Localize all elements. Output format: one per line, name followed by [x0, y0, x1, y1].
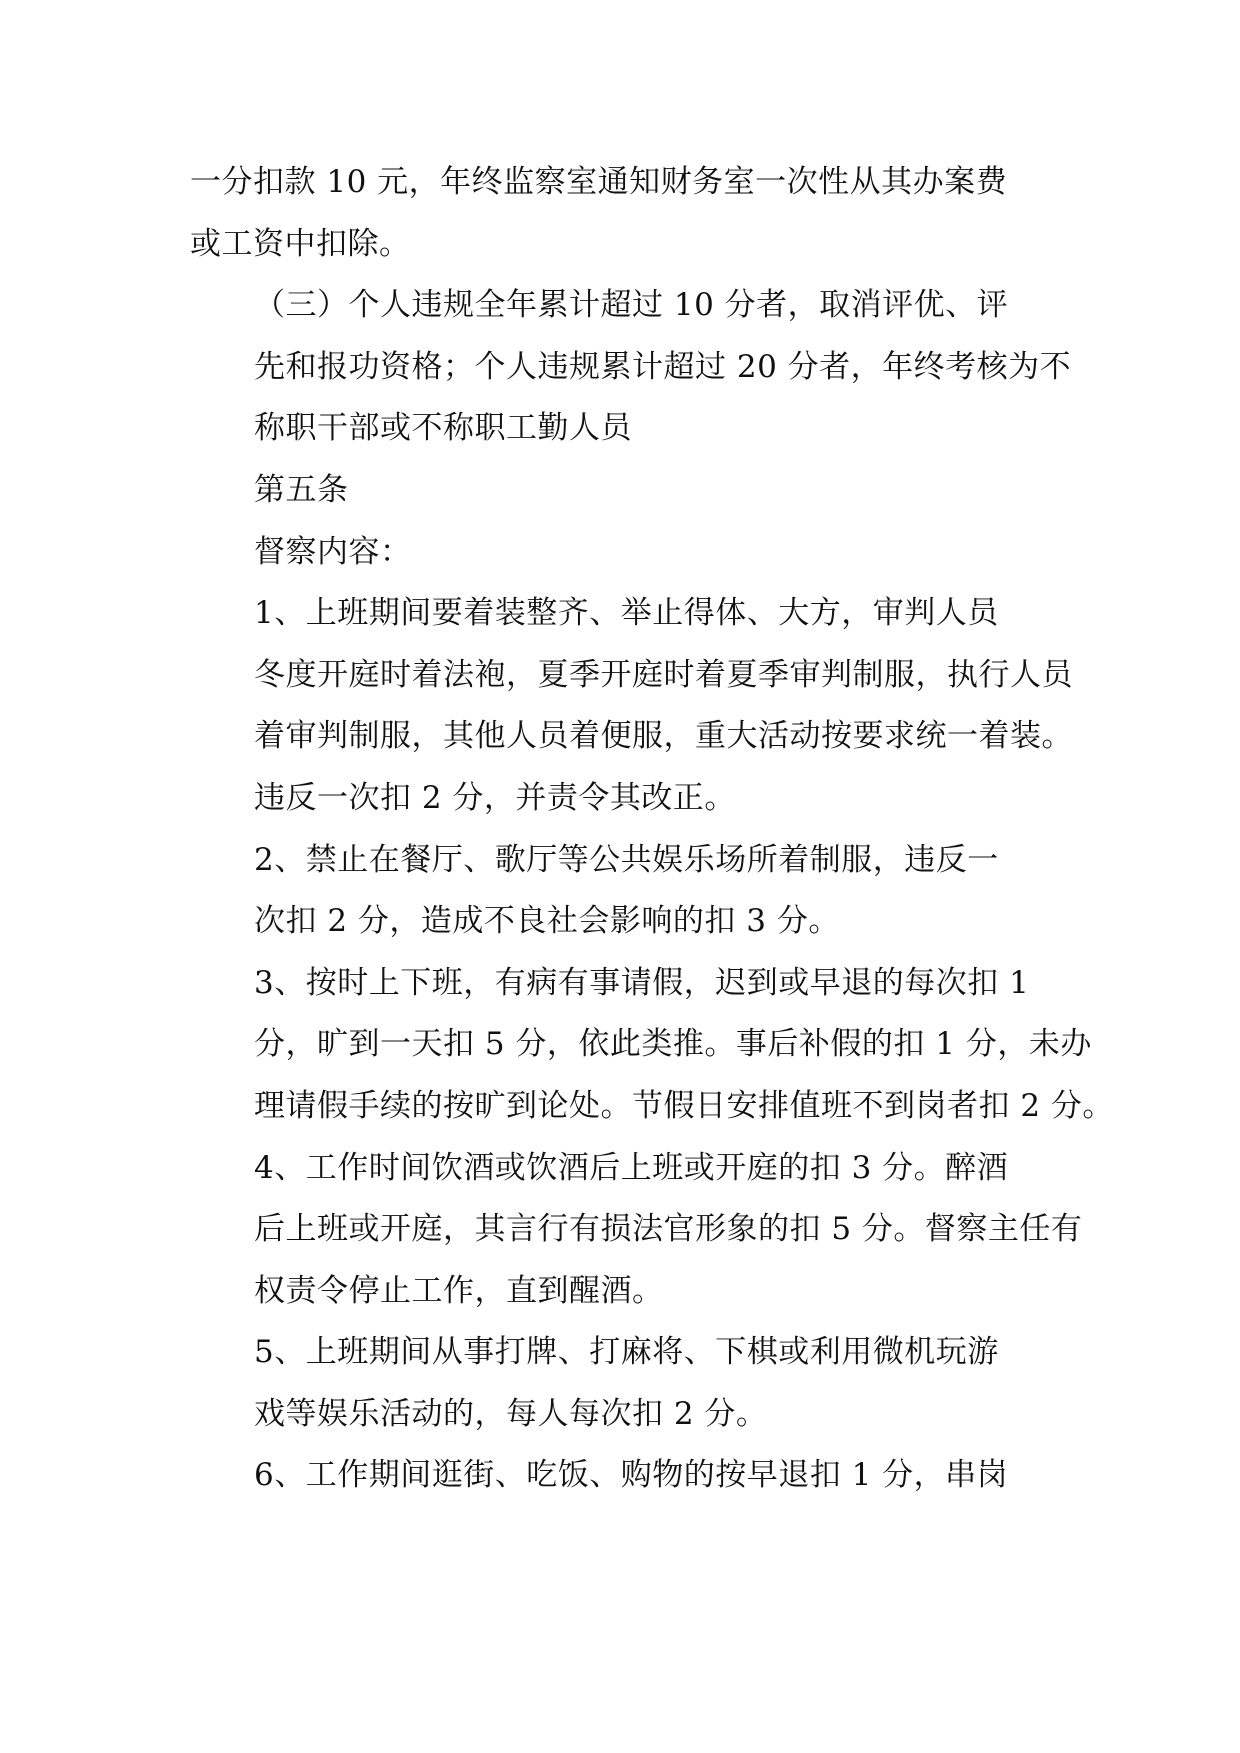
paragraph [190, 275, 1072, 460]
paragraph [190, 1322, 1052, 1445]
paragraph [190, 1138, 1083, 1323]
text-line: 一分扣款 10 元，年终监察室通知财务室一次性从其办案费 [190, 164, 1008, 200]
text-line: 权责令停止工作，直到醒酒。 [254, 1272, 664, 1309]
paragraph [190, 1445, 1052, 1507]
text-line: 第五条 [254, 471, 349, 508]
text-line: 5、上班期间从事打牌、打麻将、下棋或利用微机玩游 [254, 1334, 999, 1371]
text-line: 着审判制服，其他人员着便服，重大活动按要求统一着装。 [254, 718, 1073, 755]
text-line: 3、按时上下班，有病有事请假，迟到或早退的每次扣 1 [254, 964, 1030, 1001]
text-line: 2、禁止在餐厅、歌厅等公共娱乐场所着制服，违反一 [254, 841, 999, 878]
text-line: 戏等娱乐活动的，每人每次扣 2 分。 [254, 1395, 768, 1432]
text-line: 督察内容： [254, 533, 412, 570]
text-line: 冬度开庭时着法袍，夏季开庭时着夏季审判制服，执行人员 [254, 656, 1073, 693]
paragraph [190, 583, 1073, 829]
text-line: 称职干部或不称职工勤人员 [254, 410, 632, 447]
text-line: 6、工作期间逛街、吃饭、购物的按早退扣 1 分，串岗 [254, 1457, 1009, 1494]
text-line: 先和报功资格；个人违规累计超过 20 分者，年终考核为不 [254, 348, 1072, 385]
text-line: 分，旷到一天扣 5 分，依此类推。事后补假的扣 1 分，未办 [254, 1026, 1092, 1063]
paragraph [190, 522, 1052, 584]
paragraph [190, 152, 1052, 275]
text-line: 4、工作时间饮酒或饮酒后上班或开庭的扣 3 分。醉酒 [254, 1149, 1009, 1186]
text-line: 后上班或开庭，其言行有损法官形象的扣 5 分。督察主任有 [254, 1211, 1083, 1248]
text-line: （三）个人违规全年累计超过 10 分者，取消评优、评 [254, 287, 1009, 324]
paragraph [190, 830, 1052, 953]
text-line: 违反一次扣 2 分，并责令其改正。 [254, 779, 736, 816]
paragraph [190, 953, 1114, 1138]
text-line: 理请假手续的按旷到论处。节假日安排值班不到岗者扣 2 分。 [254, 1087, 1114, 1124]
text-line: 1、上班期间要着装整齐、举止得体、大方，审判人员 [254, 595, 999, 632]
document-body [190, 152, 1114, 1507]
text-line: 或工资中扣除。 [190, 225, 411, 262]
text-line: 次扣 2 分，造成不良社会影响的扣 3 分。 [254, 903, 840, 940]
paragraph [190, 460, 1052, 522]
